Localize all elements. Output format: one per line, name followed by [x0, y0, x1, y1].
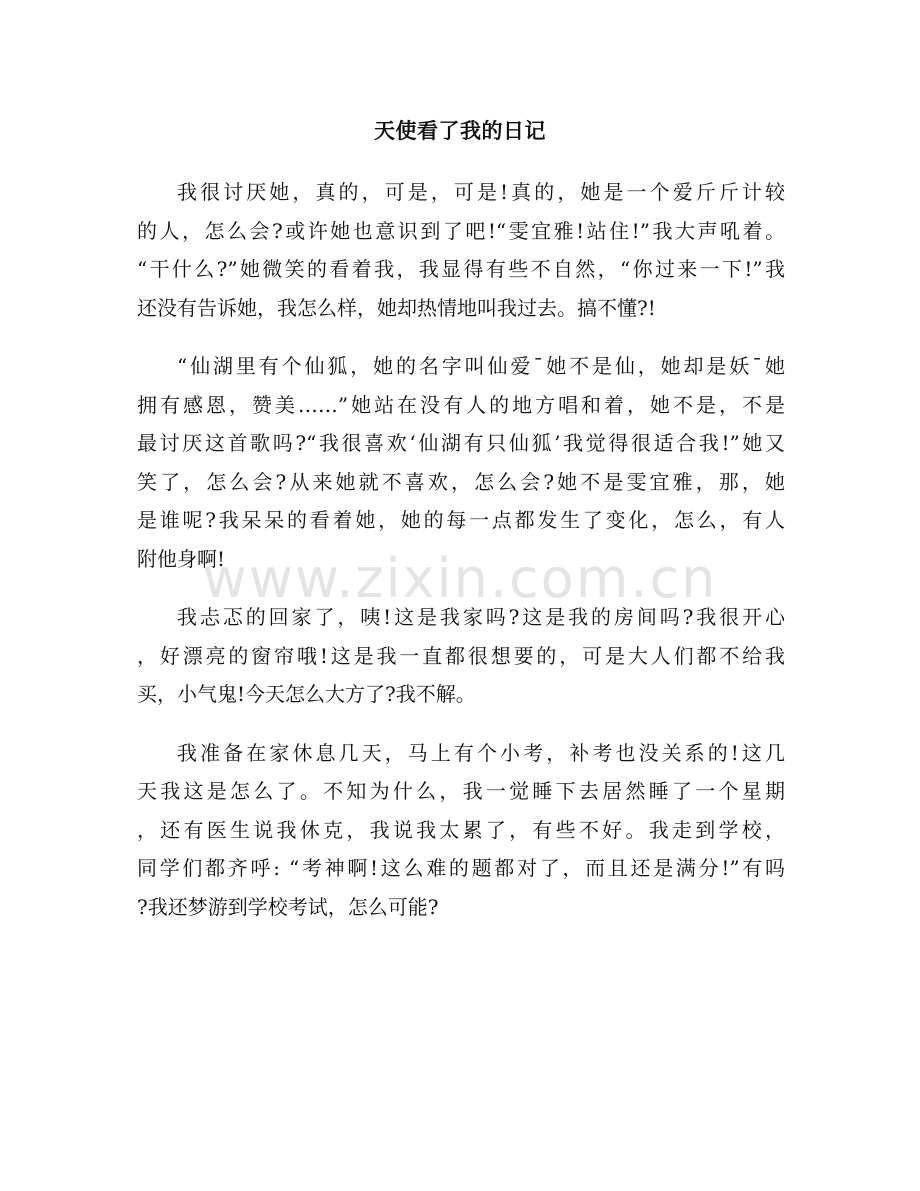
paragraph-line: ，还有医生说我休克，我说我太累了，有些不好。我走到学校，: [137, 817, 785, 842]
paragraph-line: 我准备在家休息几天，马上有个小考，补考也没关系的!这几: [177, 740, 785, 765]
paragraph-line: ?我还梦游到学校考试，怎么可能?: [137, 894, 439, 919]
watermark-text: www.zixin.com.cn: [202, 547, 718, 610]
paragraph-line: 同学们都齐呼: “考神啊!这么难的题都对了，而且还是满分!”有吗: [137, 856, 785, 880]
paragraph-line: 我很讨厌她，真的，可是，可是!真的，她是一个爱斤斤计较: [177, 180, 785, 204]
paragraph-line: 的人，怎么会?或许她也意识到了吧!“雯宜雅!站住!”我大声吼着。: [137, 218, 785, 243]
paragraph-line: ，好漂亮的窗帘哦!这是我一直都很想要的，可是大人们都不给我: [137, 643, 785, 668]
paragraph-3: [137, 598, 785, 714]
paragraph-line: 笑了，怎么会?从来她就不喜欢，怎么会?她不是雯宜雅，那，她: [137, 469, 785, 494]
paragraph-line: 我忐忑的回家了，咦!这是我家吗?这是我的房间吗?我很开心: [177, 605, 785, 629]
paragraph-1: [137, 173, 785, 327]
paragraph-4: [137, 734, 785, 927]
paragraph-2: [137, 347, 785, 578]
document-title: 天使看了我的日记: [374, 119, 546, 143]
paragraph-line: “干什么?”她微笑的看着我，我显得有些不自然，“你过来一下!”我: [137, 257, 785, 281]
paragraph-line: 还没有告诉她，我怎么样，她却热情地叫我过去。搞不懂?!: [137, 295, 656, 320]
paragraph-line: 是谁呢?我呆呆的看着她，她的每一点都发生了变化，怎么，有人: [137, 508, 785, 532]
document-body: [137, 173, 785, 946]
paragraph-line: 附他身啊!: [137, 546, 226, 571]
paragraph-line: 最讨厌这首歌吗?“我很喜欢‘仙湖有只仙狐’我觉得很适合我!”她又: [137, 431, 785, 455]
paragraph-line: 拥有感恩，赞美……”她站在没有人的地方唱和着，她不是，不是: [137, 392, 785, 417]
paragraph-line: 天我这是怎么了。不知为什么，我一觉睡下去居然睡了一个星期: [137, 779, 785, 803]
paragraph-line: “仙湖里有个仙狐，她的名字叫仙爱¯她不是仙，她却是妖¯她: [177, 354, 785, 378]
paragraph-line: 买，小气鬼!今天怎么大方了?我不解。: [137, 682, 476, 706]
